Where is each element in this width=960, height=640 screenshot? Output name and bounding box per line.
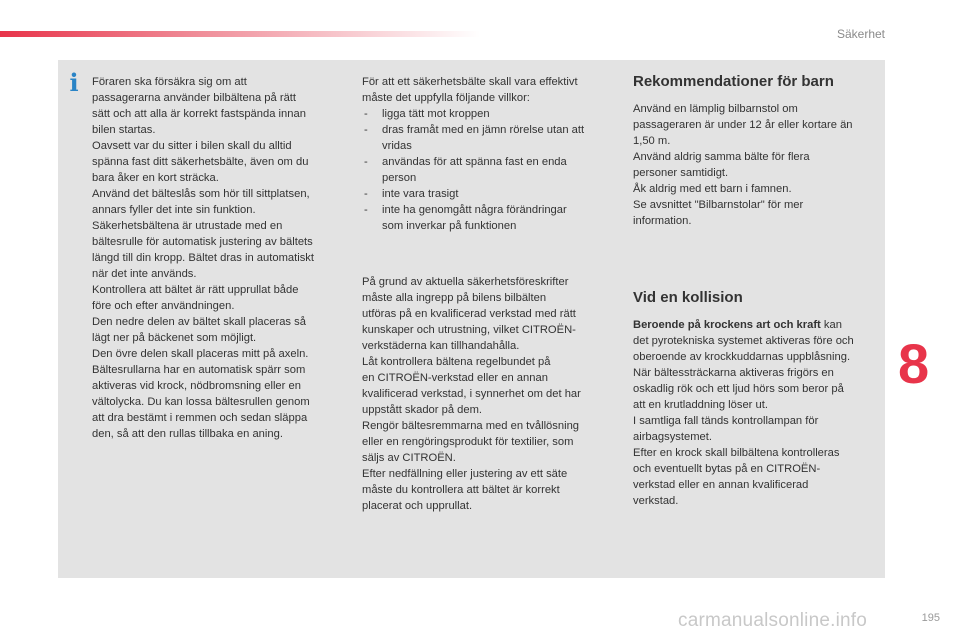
text-line: det pyrotekniska systemet aktiveras före och — [633, 335, 854, 347]
text-line: kunskaper och utrustning, vilket CITROËN- — [362, 324, 576, 336]
list-item — [362, 154, 612, 186]
text-line: att en krutladdning löser ut. — [633, 399, 768, 411]
text-line: aktiveras vid krock, nödbromsning eller en — [92, 380, 301, 392]
text-line: kvalificerad verkstad, i synnerhet om det har — [362, 388, 581, 400]
text-line: säljs av CITROËN. — [362, 452, 456, 464]
collision-text — [633, 317, 883, 509]
text-line: passagerarna använder bilbältena på rätt — [92, 92, 297, 104]
text-line: bältesrulle för automatisk justering av bältets — [92, 236, 313, 248]
text-line: längd till din kropp. Bältet dras in automatiskt — [92, 252, 315, 264]
text-line: eller en rengöringsprodukt för textilier, som — [362, 436, 574, 448]
text-line: lägt ner på bäckenet som möjligt. — [92, 332, 257, 344]
text-line: måste du kontrollera att bältet är korrekt — [362, 484, 560, 496]
text-line: som inverkar på funktionen — [382, 220, 517, 232]
info-note — [92, 74, 342, 442]
text-line: när det inte används. — [92, 268, 197, 280]
text-line: - dras framåt med en jämn rörelse utan att — [382, 124, 585, 136]
text-line: Säkerhetsbältena är utrustade med en — [92, 220, 283, 232]
text-line: sätt och att alla är korrekt fastspända innan — [92, 108, 306, 120]
text-line: verkstäderna kan tillhandahålla. — [362, 340, 520, 352]
text-line: bara åker en kort sträcka. — [92, 172, 219, 184]
list-item — [362, 186, 612, 202]
text-line: Använd det bälteslås som hör till sittplatsen, — [92, 188, 310, 200]
text-line: Bältesrullarna har en automatisk spärr som — [92, 364, 306, 376]
page-number: 195 — [921, 612, 940, 624]
text-line: bilen startas. — [92, 124, 156, 136]
section-title: Säkerhet — [836, 27, 885, 41]
text-line: placerat och upprullat. — [362, 500, 473, 512]
text-line: Den övre delen skall placeras mitt på axeln. — [92, 348, 309, 360]
text-line: - användas för att spänna fast en enda — [382, 156, 567, 168]
text-line: Efter en krock skall bilbältena kontrolleras — [633, 447, 840, 459]
text-line: Den nedre delen av bältet skall placeras så — [92, 316, 306, 328]
text-line: Använd aldrig samma bälte för flera — [633, 151, 810, 163]
conditions-intro — [362, 74, 612, 106]
collision-title: Vid en kollision — [633, 289, 743, 306]
watermark: carmanualsonline.info — [678, 610, 868, 631]
list-item — [362, 122, 612, 154]
text-line: Rengör bältesremmarna med en tvållösning — [362, 420, 580, 432]
text-line: Åk aldrig med ett barn i famnen. — [633, 183, 792, 195]
text-line: - inte ha genomgått några förändringar — [382, 204, 567, 216]
text-line: uppstått skador på dem. — [362, 404, 483, 416]
text-line: - inte vara trasigt — [382, 188, 459, 200]
text-line: Se avsnittet "Bilbarnstolar" för mer — [633, 199, 804, 211]
list-item — [362, 106, 612, 122]
text-line: och eventuellt bytas på en CITROËN- — [633, 463, 821, 475]
text-line: måste alla ingrepp på bilens bilbälten — [362, 292, 547, 304]
text-line: Låt kontrollera bältena regelbundet på — [362, 356, 551, 368]
text-line: att dra bestämt i remmen och sedan släppa — [92, 412, 308, 424]
text-line: personer samtidigt. — [633, 167, 729, 179]
children-section — [633, 72, 883, 229]
children-text — [633, 101, 883, 229]
text-line: Efter nedfällning eller justering av ett säte — [362, 468, 568, 480]
chapter-number: 8 — [898, 332, 930, 395]
text-line: 1,50 m. — [633, 135, 671, 147]
header-stripe — [0, 31, 480, 37]
seatbelt-maintenance — [362, 274, 612, 514]
text-line: den, så att den rullas tillbaka en aning. — [92, 428, 283, 440]
text-line: vridas — [382, 140, 412, 152]
text-line: oberoende av krockkuddarnas uppblåsning. — [633, 351, 851, 363]
text-line: När bältessträckarna aktiveras frigörs en — [633, 367, 834, 379]
text-line: verkstad. — [633, 495, 679, 507]
collision-lead-bold: Beroende på krockens art och kraft — [633, 319, 821, 331]
text-line: en CITROËN-verkstad eller en annan — [362, 372, 548, 384]
collision-section — [633, 288, 883, 509]
children-title: Rekommendationer för barn — [633, 73, 834, 90]
text-line: Oavsett var du sitter i bilen skall du alltid — [92, 140, 292, 152]
text-line: oskadlig rök och ett ljud hörs som beror på — [633, 383, 844, 395]
text-line: Kontrollera att bältet är rätt upprullat både — [92, 284, 299, 296]
text-line: måste det uppfylla följande villkor: — [362, 92, 530, 104]
text-line: För att ett säkerhetsbälte skall vara effektivt — [362, 76, 578, 88]
collision-lead-rest: kan — [820, 319, 842, 331]
text-line: information. — [633, 215, 692, 227]
text-line: I samtliga fall tänds kontrollampan för — [633, 415, 819, 427]
conditions-list — [362, 106, 612, 234]
text-line: annars fyller det inte sin funktion. — [92, 204, 256, 216]
text-line: Använd en lämplig bilbarnstol om — [633, 103, 798, 115]
seatbelt-conditions — [362, 74, 612, 234]
text-line: utföras på en kvalificerad verkstad med rätt — [362, 308, 576, 320]
text-line: spänna fast ditt säkerhetsbälte, även om du — [92, 156, 309, 168]
text-line: passageraren är under 12 år eller kortare än — [633, 119, 853, 131]
text-line: airbagsystemet. — [633, 431, 712, 443]
list-item — [362, 202, 612, 234]
text-line: Föraren ska försäkra sig om att — [92, 76, 247, 88]
info-icon: i — [69, 68, 79, 97]
text-line: vältolycka. Du kan lossa bältesrullen genom — [92, 396, 310, 408]
text-line: - ligga tätt mot kroppen — [382, 108, 490, 120]
text-line: På grund av aktuella säkerhetsföreskrifter — [362, 276, 569, 288]
text-line: person — [382, 172, 417, 184]
text-line: före och efter användningen. — [92, 300, 235, 312]
text-line: verkstad eller en annan kvalificerad — [633, 479, 809, 491]
collision-lead — [633, 317, 883, 333]
